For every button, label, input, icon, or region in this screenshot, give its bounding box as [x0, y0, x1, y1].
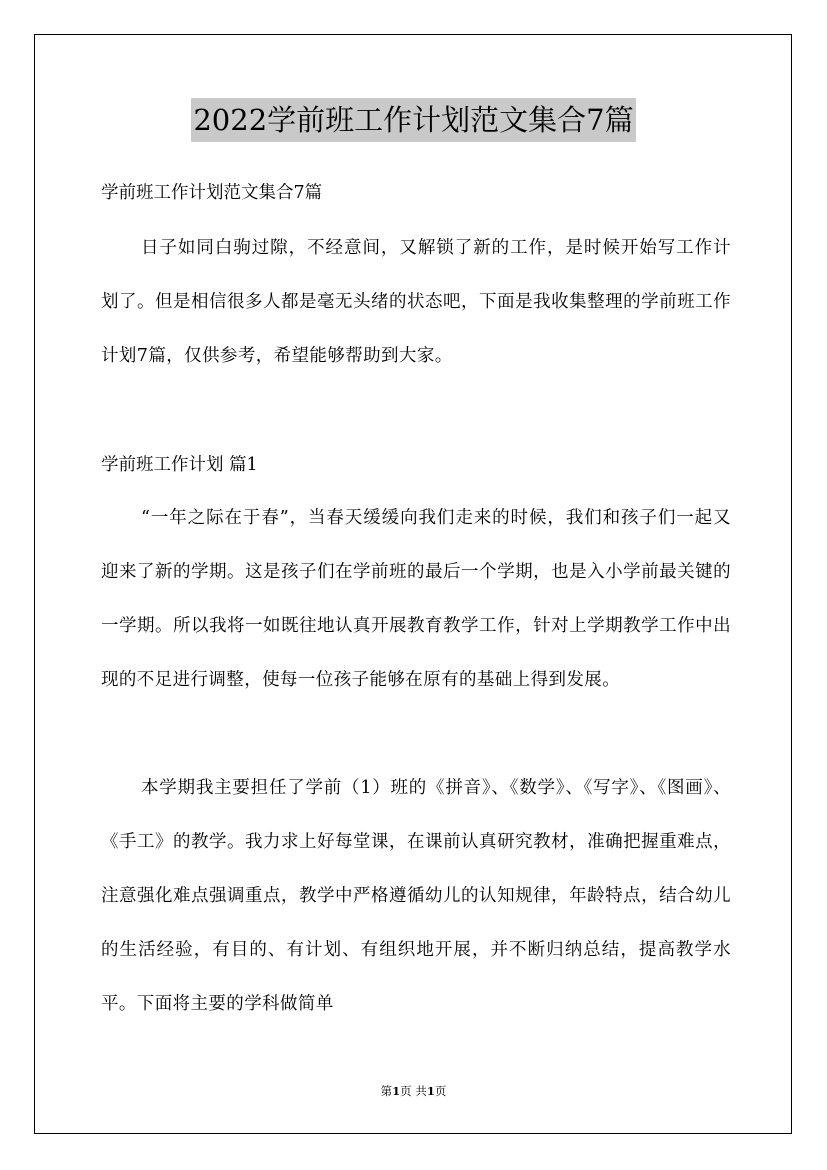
footer-page-total: 1: [426, 1084, 435, 1098]
document-title-text: 2022学前班工作计划范文集合7篇: [191, 98, 635, 142]
document-title: [0, 98, 827, 142]
document-subtitle: 学前班工作计划范文集合7篇: [101, 183, 323, 203]
body-paragraph-1: “一年之际在于春”，当春天缓缓向我们走来的时候，我们和孩子们一起又迎来了新的学期。这是孩子们在学前班的最后一个学期，也是入小学前最关键的一学期。所以我将一如既往地认真开展教育教学工作，针对上学期教学工作中出现的不足进行调整，使每一位孩子能够在原有的基础上得到发展。: [101, 508, 731, 690]
footer-page-prefix: 第: [380, 1084, 393, 1098]
section-heading: 学前班工作计划 篇1: [101, 455, 258, 475]
body-paragraph-2: 本学期我主要担任了学前（1）班的《拼音》、《数学》、《写字》、《图画》、《手工》的教学。我力求上好每堂课，在课前认真研究教材，准确把握重难点，注意强化难点强调重点，教学中严格遵循幼儿的认知规律，年龄特点，结合幼儿的生活经验，有目的、有计划、有组织地开展，并不断归纳总结，提高教学水平。下面将主要的学科做简单: [101, 778, 731, 1014]
intro-paragraph: 日子如同白驹过隙，不经意间，又解锁了新的工作，是时候开始写工作计划了。但是相信很多人都是毫无头绪的状态吧，下面是我收集整理的学前班工作计划7篇，仅供参考，希望能够帮助到大家。: [101, 238, 731, 366]
page-footer: [0, 1082, 827, 1100]
footer-page-current: 1: [392, 1084, 401, 1098]
footer-page-mid: 页 共: [400, 1084, 427, 1098]
footer-page-suffix: 页: [434, 1084, 447, 1098]
